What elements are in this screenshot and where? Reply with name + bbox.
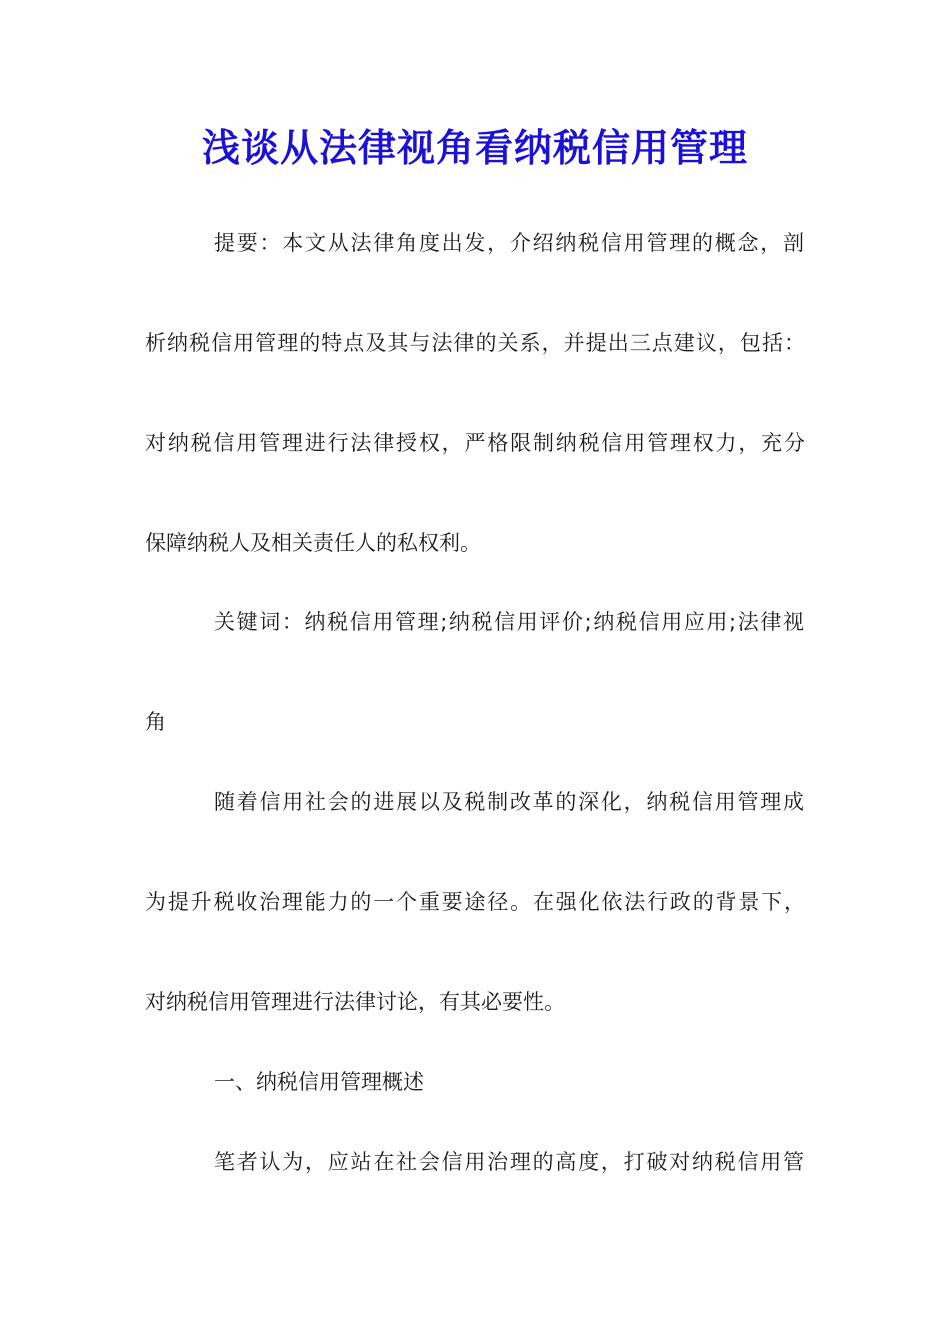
intro-line-3: 对纳税信用管理进行法律讨论，有其必要性。 [145, 990, 565, 1014]
intro-line-1: 随着信用社会的进展以及税制改革的深化，纳税信用管理成 [214, 790, 804, 814]
keywords-line-1: 关键词：纳税信用管理;纳税信用评价;纳税信用应用;法律视 [214, 610, 804, 634]
document-title: 浅谈从法律视角看纳税信用管理 [201, 125, 748, 170]
abstract-line-1: 提要：本文从法律角度出发，介绍纳税信用管理的概念，剖 [214, 231, 804, 255]
abstract-line-2: 析纳税信用管理的特点及其与法律的关系，并提出三点建议，包括： [145, 331, 805, 355]
keywords-line-2: 角 [145, 710, 166, 734]
section-heading: 一、纳税信用管理概述 [214, 1070, 424, 1094]
intro-line-2: 为提升税收治理能力的一个重要途径。在强化依法行政的背景下， [145, 890, 805, 914]
abstract-line-3: 对纳税信用管理进行法律授权，严格限制纳税信用管理权力，充分 [145, 431, 805, 455]
body-line-1: 笔者认为，应站在社会信用治理的高度，打破对纳税信用管 [214, 1150, 804, 1174]
abstract-line-4: 保障纳税人及相关责任人的私权利。 [145, 531, 481, 555]
